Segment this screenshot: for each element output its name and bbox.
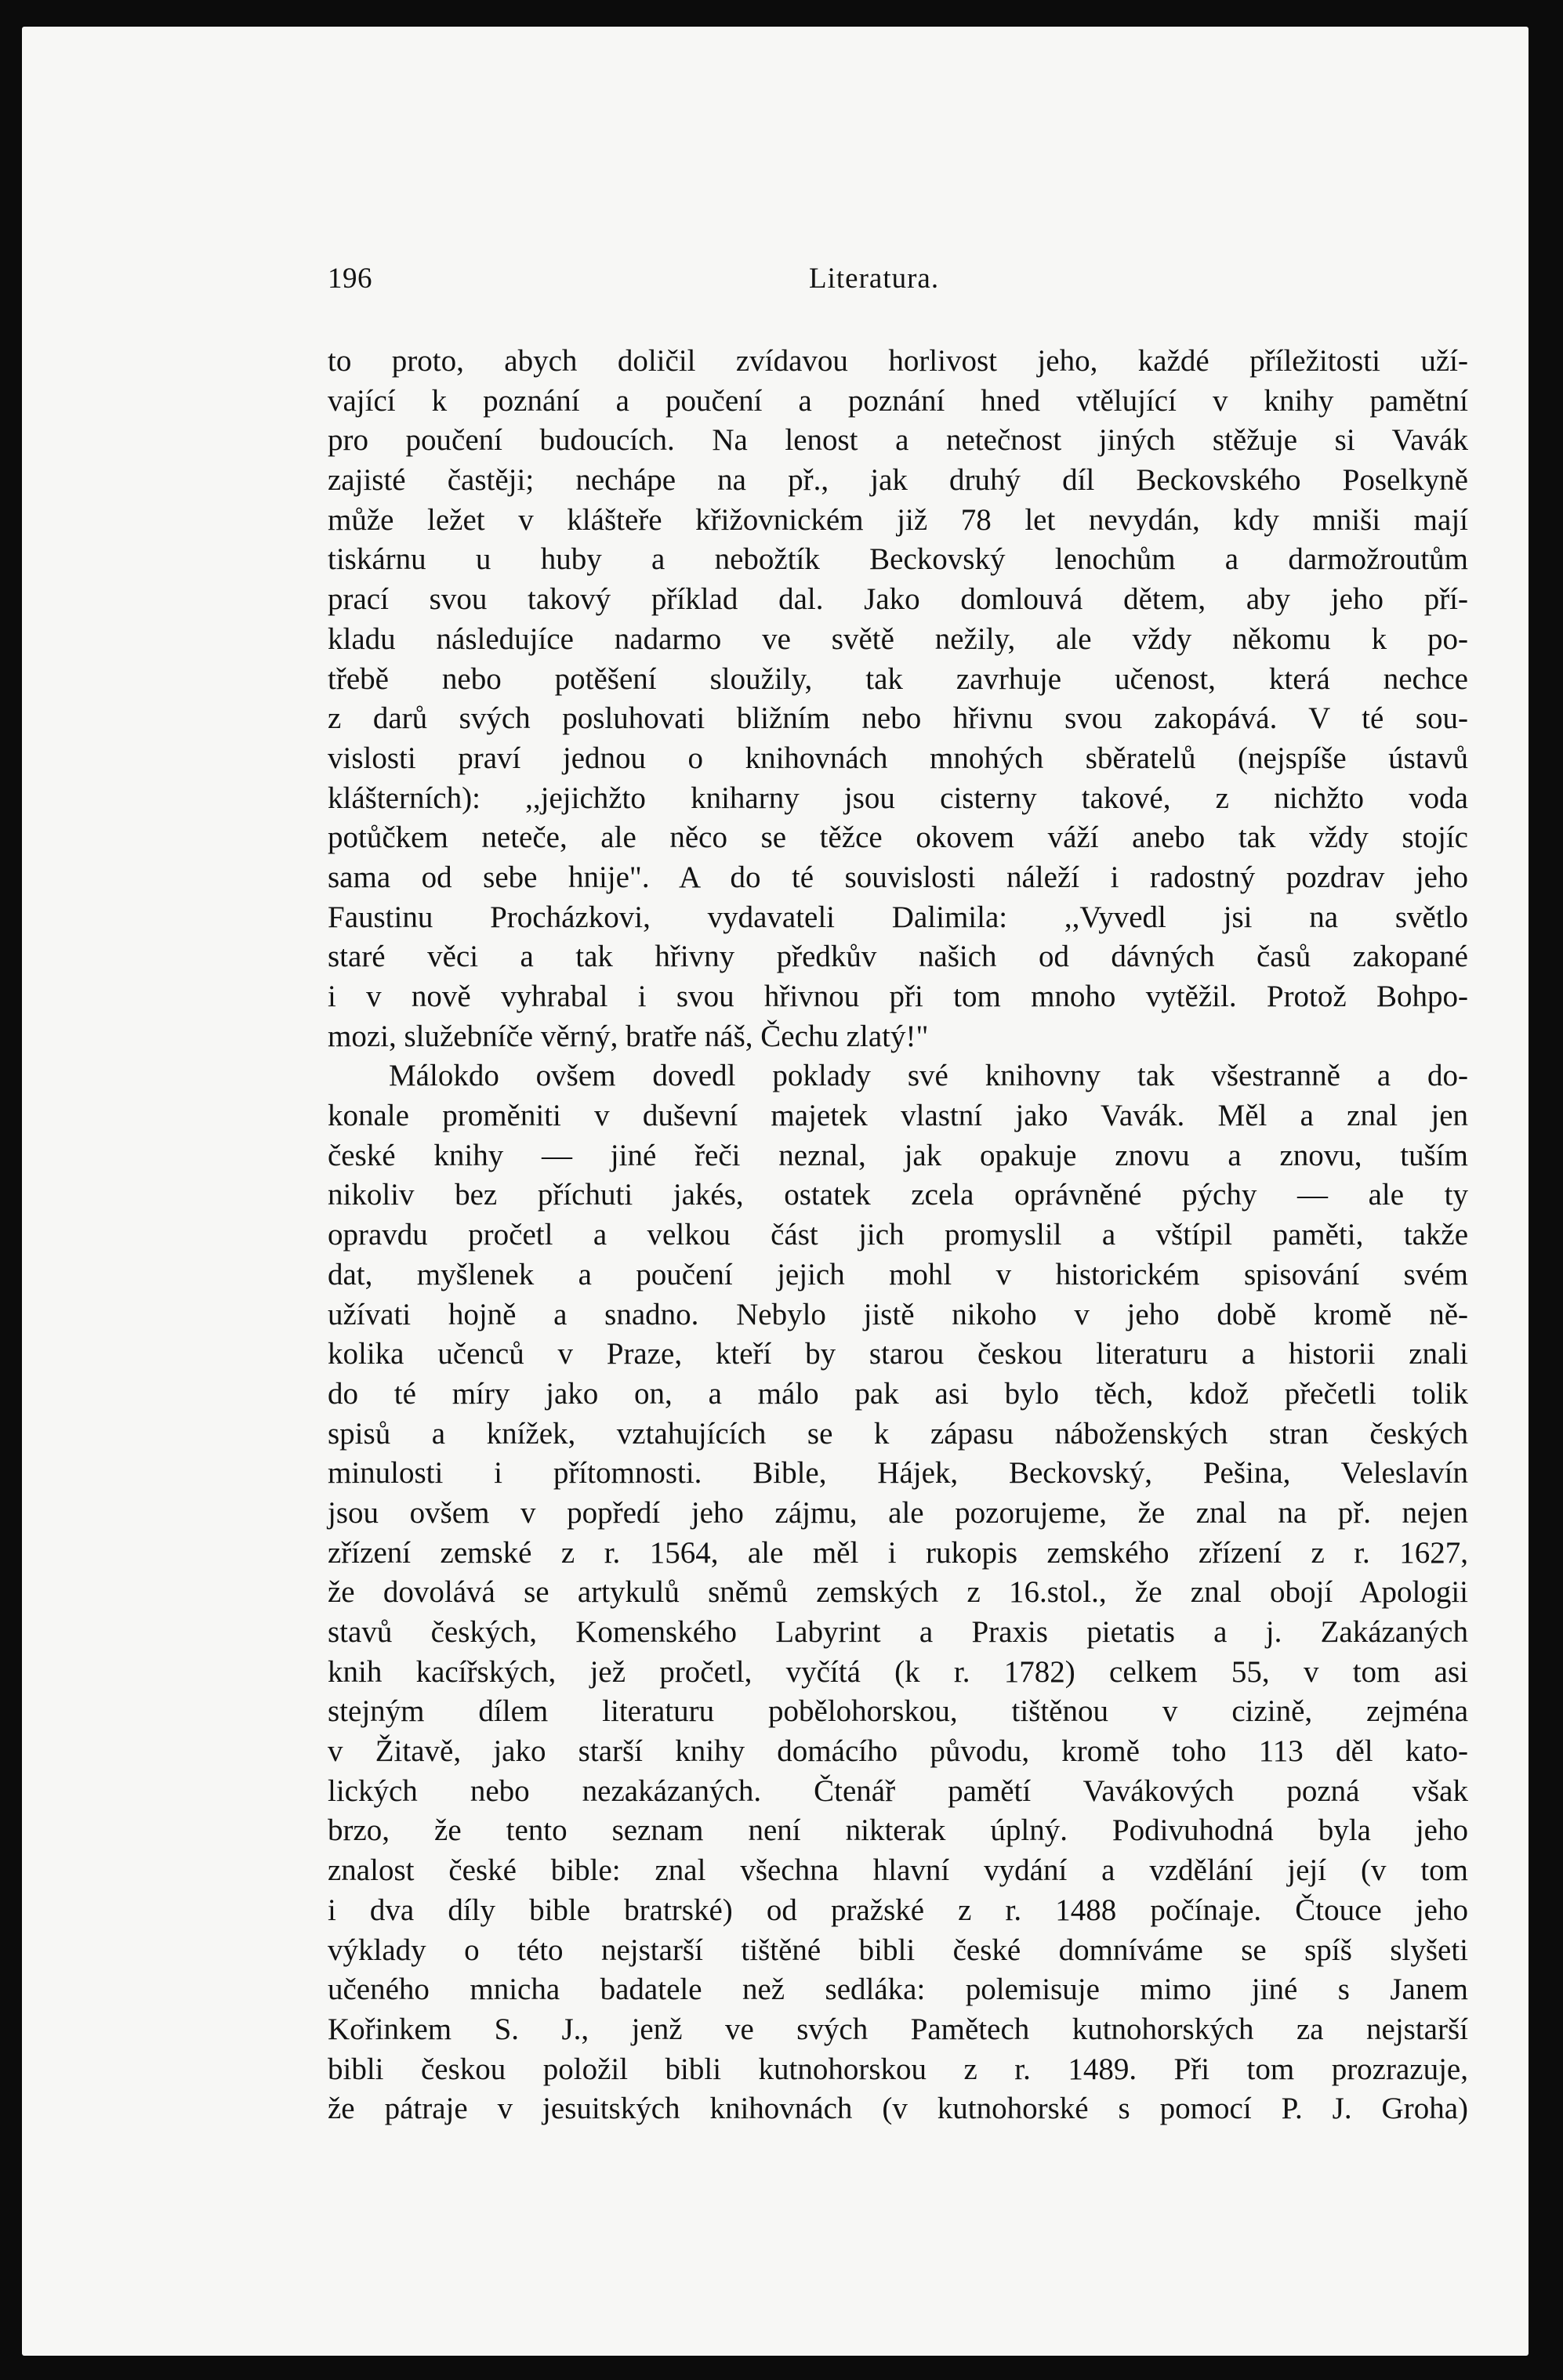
text-line: i dva díly bible bratrské) od pražské z r. 1488 počínaje. Čtouce jeho bbox=[328, 1893, 1468, 1927]
text-line: výklady o této nejstarší tištěné bibli české domníváme se spíš slyšeti bbox=[328, 1933, 1468, 1967]
text-line: bibli českou položil bibli kutnohorskou z r. 1489. Při tom prozrazuje, bbox=[328, 2052, 1468, 2086]
text-line: zřízení zemské z r. 1564, ale měl i rukopis zemského zřízení z r. 1627, bbox=[328, 1535, 1468, 1570]
text-line: opravdu pročetl a velkou část jich promyslil a vštípil paměti, takže bbox=[328, 1218, 1468, 1252]
text-line: spisů a knížek, vztahujících se k zápasu náboženských stran českých bbox=[328, 1416, 1468, 1451]
text-line: vislosti praví jednou o knihovnách mnohých sběratelů (nejspíše ústavů bbox=[328, 741, 1468, 775]
text-line: do té míry jako on, a málo pak asi bylo těch, kdož přečetli tolik bbox=[328, 1376, 1468, 1411]
text-line: tiskárnu u huby a nebožtík Beckovský lenochům a darmožroutům bbox=[328, 542, 1468, 577]
paragraph-1 bbox=[328, 342, 1468, 1056]
text-line: brzo, že tento seznam není nikterak úplný. Podivuhodná byla jeho bbox=[328, 1813, 1468, 1848]
text-line: vající k poznání a poučení a poznání hned vtělující v knihy pamětní bbox=[328, 383, 1468, 418]
text-line: české knihy — jiné řeči neznal, jak opakuje znovu a znovu, tuším bbox=[328, 1138, 1468, 1172]
text-line: že dovolává se artykulů sněmů zemských z 16.stol., že znal obojí Apologii bbox=[328, 1575, 1468, 1610]
text-line: dat, myšlenek a poučení jejich mohl v historickém spisování svém bbox=[328, 1257, 1468, 1291]
text-line: potůčkem neteče, ale něco se těžce okovem váží anebo tak vždy stojíc bbox=[328, 821, 1468, 855]
text-line: z darů svých posluhovati bližním nebo hřivnu svou zakopává. V té sou- bbox=[328, 701, 1468, 736]
text-line: lických nebo nezakázaných. Čtenář pamětí Vavákových pozná však bbox=[328, 1773, 1468, 1808]
text-line: učeného mnicha badatele než sedláka: polemisuje mimo jiné s Janem bbox=[328, 1972, 1468, 2007]
text-line: prací svou takový příklad dal. Jako domlouvá dětem, aby jeho pří- bbox=[328, 582, 1468, 617]
text-line: sama od sebe hnije". A do té souvislosti náleží i radostný pozdrav jeho bbox=[328, 860, 1468, 894]
text-line: minulosti i přítomnosti. Bible, Hájek, Beckovský, Pešina, Veleslavín bbox=[328, 1456, 1468, 1491]
text-line: může ležet v klášteře křižovnickém již 78 let nevydán, kdy mniši mají bbox=[328, 502, 1468, 537]
text-line: jsou ovšem v popředí jeho zájmu, ale pozorujeme, že znal na př. nejen bbox=[328, 1495, 1468, 1530]
page-header bbox=[328, 262, 1472, 301]
page-number: 196 bbox=[328, 263, 372, 295]
text-line: stejným dílem literaturu pobělohorskou, tištěnou v cizině, zejména bbox=[328, 1694, 1468, 1729]
paragraph-2 bbox=[328, 1056, 1468, 2129]
text-line: v Žitavě, jako starší knihy domácího původu, kromě toho 113 děl kato- bbox=[328, 1734, 1468, 1769]
text-line: to proto, abych doličil zvídavou horlivost jeho, každé příležitosti uží- bbox=[328, 344, 1468, 378]
text-line: pro poučení budoucích. Na lenost a netečnost jiných stěžuje si Vavák bbox=[328, 423, 1468, 458]
running-head: Literatura. bbox=[809, 263, 940, 295]
text-line: nikoliv bez příchuti jakés, ostatek zcela oprávněné pýchy — ale ty bbox=[328, 1178, 1468, 1212]
text-line: třebě nebo potěšení sloužily, tak zavrhuje učenost, která nechce bbox=[328, 661, 1468, 696]
body-text bbox=[328, 342, 1468, 2129]
text-line: klášterních): ,,jejichžto kniharny jsou cisterny takové, z nichžto voda bbox=[328, 781, 1468, 815]
text-line: Kořinkem S. J., jenž ve svých Pamětech kutnohorských za nejstarší bbox=[328, 2012, 1468, 2046]
text-line: stavů českých, Komenského Labyrint a Praxis pietatis a j. Zakázaných bbox=[328, 1615, 1468, 1649]
text-line: že pátraje v jesuitských knihovnách (v kutnohorské s pomocí P. J. Groha) bbox=[328, 2092, 1468, 2126]
text-line: mozi, služebníče věrný, bratře náš, Čechu zlatý!" bbox=[328, 1019, 929, 1053]
text-line: Málokdo ovšem dovedl poklady své knihovny tak všestranně a do- bbox=[389, 1059, 1468, 1093]
text-line: Faustinu Procházkovi, vydavateli Dalimila: ,,Vyvedl jsi na světlo bbox=[328, 900, 1468, 934]
text-line: kladu následujíce nadarmo ve světě nežily, ale vždy někomu k po- bbox=[328, 621, 1468, 656]
text-line: staré věci a tak hřivny předkův našich od dávných časů zakopané bbox=[328, 940, 1468, 974]
text-line: konale proměniti v duševní majetek vlastní jako Vavák. Měl a znal jen bbox=[328, 1099, 1468, 1133]
text-line: knih kacířských, jež pročetl, vyčítá (k r. 1782) celkem 55, v tom asi bbox=[328, 1654, 1468, 1689]
text-line: zajisté častěji; nechápe na př., jak druhý díl Beckovského Poselkyně bbox=[328, 463, 1468, 498]
text-line: i v nově vyhrabal i svou hřivnou při tom mnoho vytěžil. Protož Bohpo- bbox=[328, 980, 1468, 1013]
text-line: kolika učenců v Praze, kteří by starou českou literaturu a historii znali bbox=[328, 1337, 1468, 1371]
book-page bbox=[22, 27, 1529, 2356]
text-line: znalost české bible: znal všechna hlavní vydání a vzdělání její (v tom bbox=[328, 1853, 1468, 1888]
text-line: užívati hojně a snadno. Nebylo jistě nikoho v jeho době kromě ně- bbox=[328, 1297, 1468, 1331]
